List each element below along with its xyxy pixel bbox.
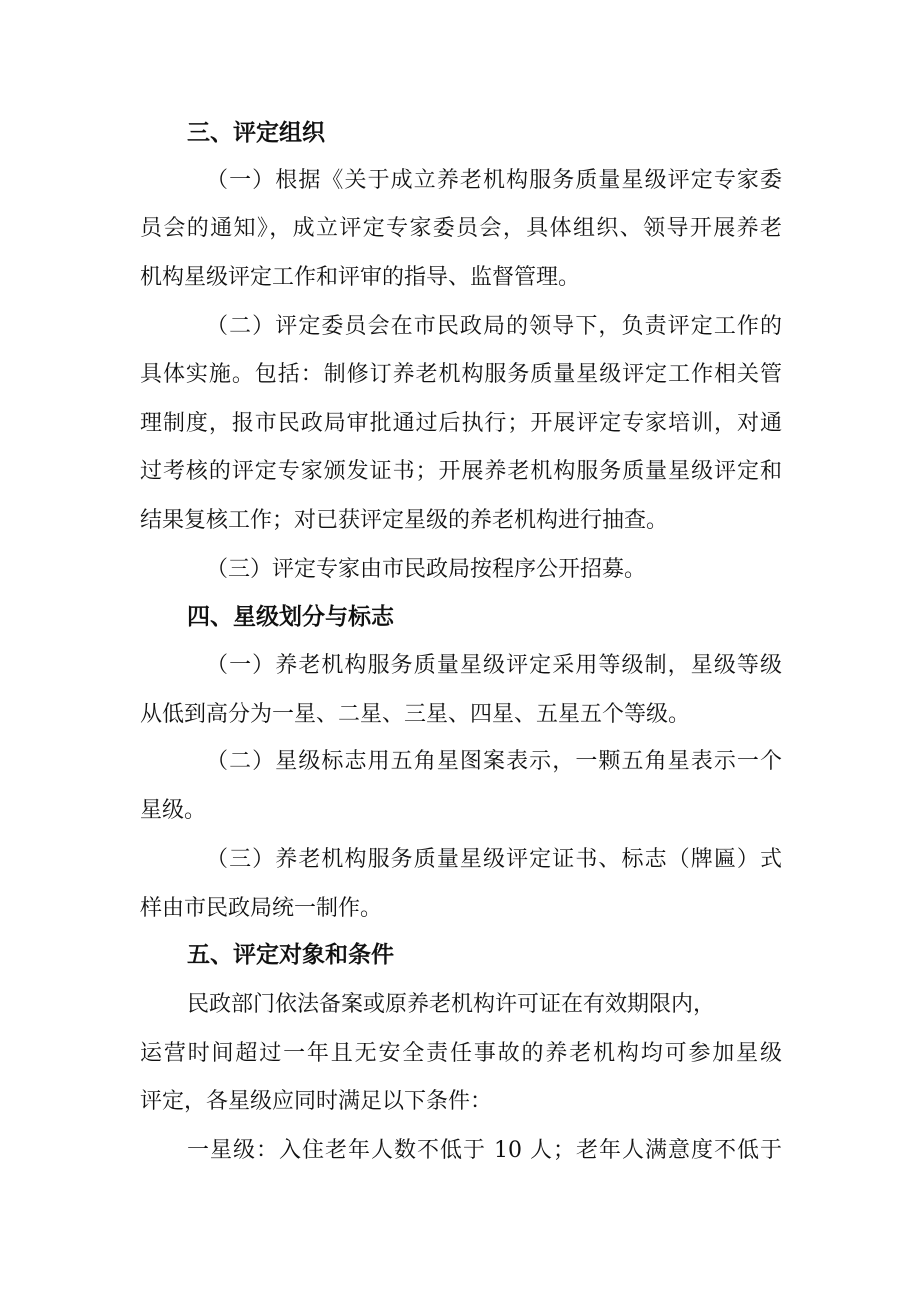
section-3-p2-line3: 理制度，报市民政局审批通过后执行；开展评定专家培训，对通	[140, 411, 782, 436]
section-4-p1-line1: （一）养老机构服务质量星级评定采用等级制，星级等级	[206, 653, 782, 678]
section-3-p1-line3: 机构星级评定工作和评审的指导、监督管理。	[140, 265, 581, 290]
section-4-p2-line2: 星级。	[140, 798, 207, 823]
section-3-p1-line2: 员会的通知》，成立评定专家委员会，具体组织、领导开展养老	[140, 216, 782, 241]
section-4-p2-line1: （二）星级标志用五角星图案表示，一颗五角星表示一个	[206, 749, 782, 774]
section-4-heading: 四、星级划分与标志	[187, 604, 394, 630]
section-4-p3-line1: （三）养老机构服务质量星级评定证书、标志（牌匾）式	[206, 847, 782, 872]
section-5-heading: 五、评定对象和条件	[187, 942, 394, 968]
section-5-p1-line3: 评定，各星级应同时满足以下条件：	[140, 1089, 493, 1114]
section-3-p2-line4: 过考核的评定专家颁发证书；开展养老机构服务质量星级评定和	[140, 459, 782, 484]
section-3-heading: 三、评定组织	[187, 120, 325, 146]
section-5-p1-line2: 运营时间超过一年且无安全责任事故的养老机构均可参加星级	[140, 1041, 782, 1066]
section-3-p2-line5: 结果复核工作；对已获评定星级的养老机构进行抽查。	[140, 508, 669, 533]
section-3-p3: （三）评定专家由市民政局按程序公开招募。	[206, 557, 647, 582]
section-4-p1-line2: 从低到高分为一星、二星、三星、四星、五星五个等级。	[140, 702, 691, 727]
section-5-p1-line1: 民政部门依法备案或原养老机构许可证在有效期限内，	[187, 992, 716, 1017]
section-5-p2-line1: 一星级：入住老年人数不低于 10 人；老年人满意度不低于	[187, 1138, 782, 1163]
section-3-p1-line1: （一）根据《关于成立养老机构服务质量星级评定专家委	[206, 168, 782, 193]
section-3-p2-line2: 具体实施。包括：制修订养老机构服务质量星级评定工作相关管	[140, 362, 782, 387]
section-4-p3-line2: 样由市民政局统一制作。	[140, 896, 383, 921]
section-3-p2-line1: （二）评定委员会在市民政局的领导下，负责评定工作的	[206, 314, 782, 339]
